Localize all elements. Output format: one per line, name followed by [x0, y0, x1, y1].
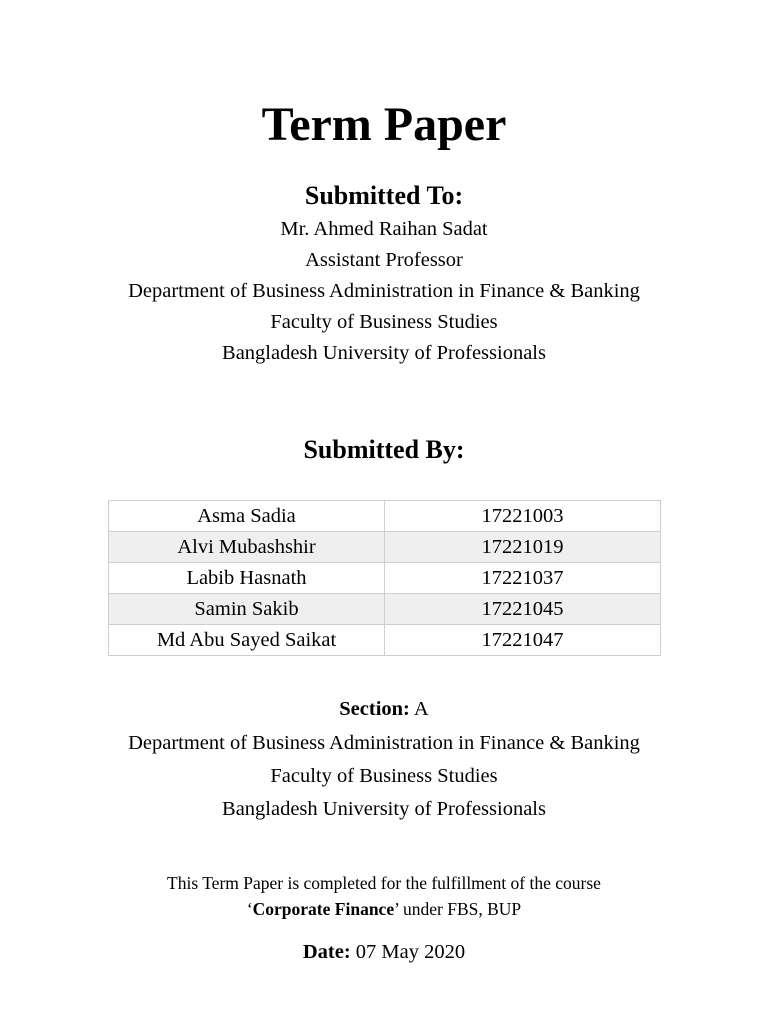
supervisor-university: Bangladesh University of Professionals: [222, 342, 546, 364]
member-id: 17221037: [385, 563, 661, 594]
members-table: [108, 500, 661, 656]
note-suffix: ’ under FBS, BUP: [394, 899, 522, 919]
affiliation-department: Department of Business Administration in Finance & Banking: [128, 732, 640, 754]
date-value: 07 May 2020: [355, 941, 466, 963]
date-label: Date:: [302, 941, 351, 963]
course-name: Corporate Finance: [252, 899, 395, 919]
member-name: Samin Sakib: [109, 594, 385, 625]
submitted-to-heading: Submitted To:: [304, 181, 464, 210]
completion-note: [0, 870, 768, 922]
section-value: A: [413, 698, 429, 720]
affiliation-faculty: Faculty of Business Studies: [270, 765, 498, 787]
supervisor-name: Mr. Ahmed Raihan Sadat: [280, 218, 488, 240]
section-label: Section:: [339, 698, 410, 720]
affiliation-details: [0, 727, 768, 826]
member-id: 17221045: [385, 594, 661, 625]
member-name: Alvi Mubashshir: [109, 532, 385, 563]
open-quote: ‘: [246, 899, 253, 919]
member-name: Md Abu Sayed Saikat: [109, 625, 385, 656]
table-row: [109, 501, 661, 532]
submitted-to-details: [0, 214, 768, 369]
table-row: [109, 532, 661, 563]
supervisor-faculty: Faculty of Business Studies: [270, 311, 498, 333]
note-line-2: [0, 896, 768, 922]
submitted-by-heading: Submitted By:: [303, 435, 465, 464]
table-row: [109, 563, 661, 594]
member-name: Asma Sadia: [109, 501, 385, 532]
member-name: Labib Hasnath: [109, 563, 385, 594]
section-info: [0, 694, 768, 724]
table-row: [109, 594, 661, 625]
member-id: 17221047: [385, 625, 661, 656]
supervisor-department: Department of Business Administration in Finance & Banking: [128, 280, 640, 302]
affiliation-university: Bangladesh University of Professionals: [222, 798, 546, 820]
table-row: [109, 625, 661, 656]
date-info: [0, 937, 768, 967]
note-line-1: This Term Paper is completed for the fulfillment of the course: [167, 873, 601, 893]
member-id: 17221003: [385, 501, 661, 532]
supervisor-title: Assistant Professor: [305, 249, 463, 271]
member-id: 17221019: [385, 532, 661, 563]
page-title: Term Paper: [261, 98, 507, 151]
